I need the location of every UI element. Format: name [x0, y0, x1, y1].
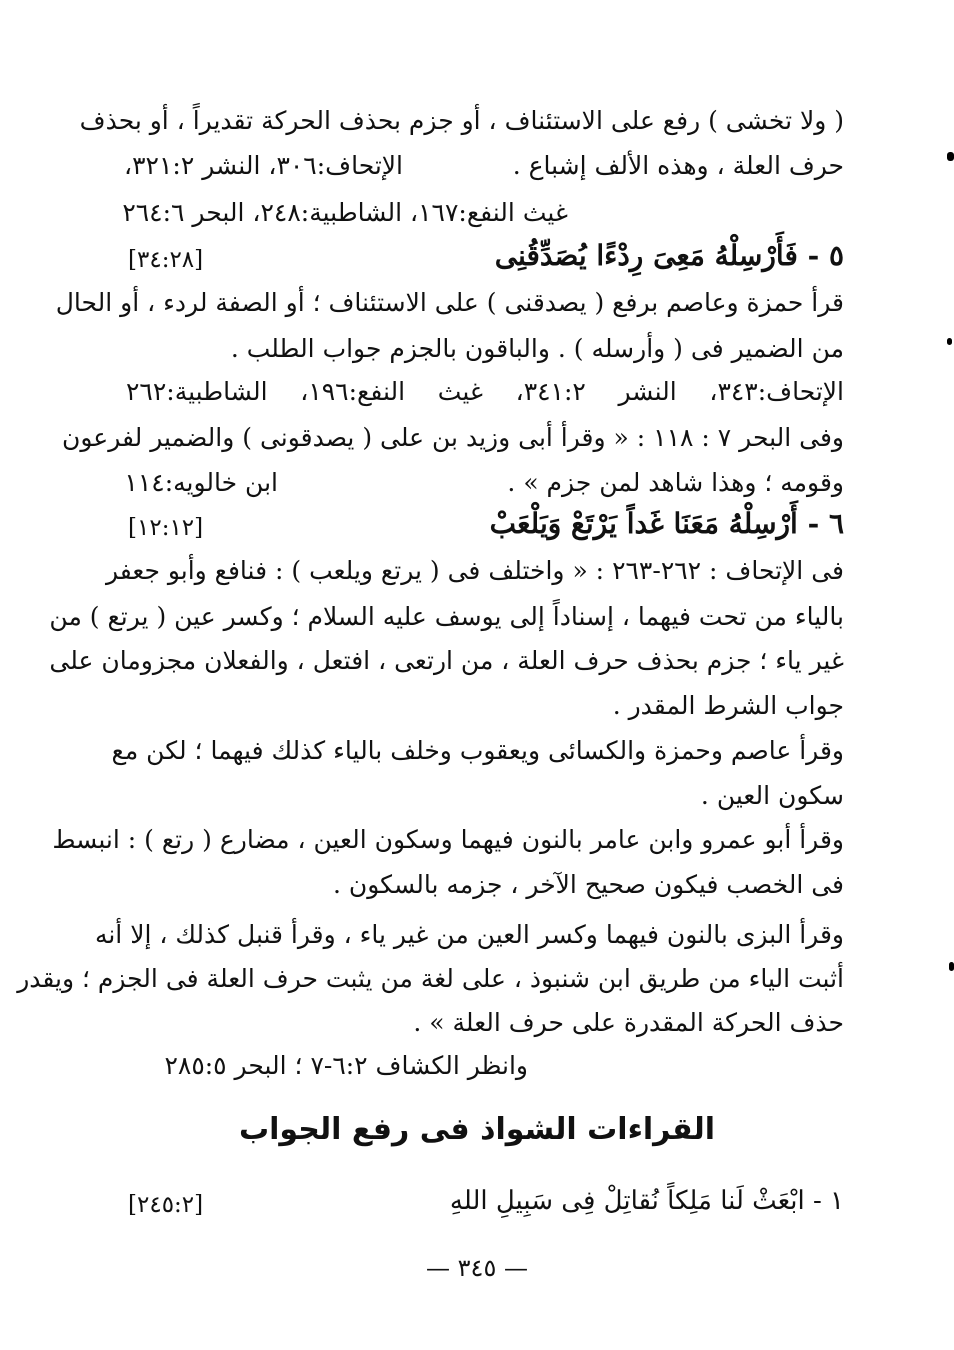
- reference: الإتحاف:٣٤٣، النشر ٣٤١:٢، غيث النفع:١٩٦، الشاطبية:٢٦٢: [126, 377, 844, 406]
- verse-reference: [٣٤:٢٨]: [128, 247, 204, 273]
- text-line: حرف العلة ، وهذه الألف إشباع .: [512, 151, 844, 180]
- text-line: من الضمير فى ( وأرسله ) . والباقون بالجزم جواب الطلب .: [230, 334, 844, 363]
- verse-6: ٦ - أَرْسِلْهُ مَعَنَا غَداً يَرْتَعْ وَيَلْعَبْ: [489, 507, 844, 540]
- reference: غيث النفع:١٦٧، الشاطبية:٢٤٨، البحر ٢٦٤:٦: [122, 198, 568, 227]
- text-line: جواب الشرط المقدر .: [612, 691, 844, 720]
- text-line: وقرأ البزى بالنون فيهما وكسر العين من غير ياء ، وقرأ قنبل كذلك ، إلا أنه: [94, 920, 844, 949]
- reference: ابن خالويه:١١٤: [124, 468, 278, 497]
- scan-mark: [949, 962, 954, 971]
- text-line: وقرأ عاصم وحمزة والكسائى ويعقوب وخلف بالياء كذلك فيهما ؛ لكن مع: [111, 736, 844, 765]
- text-line: بالياء من تحت فيهما ، إسناداً إلى يوسف عليه السلام ؛ وكسر عين ( يرتع ) من: [49, 602, 844, 631]
- section-heading: القراءات الشواذ فى رفع الجواب: [238, 1112, 715, 1147]
- reference: الإتحاف:٣٠٦، النشر ٣٢١:٢،: [124, 151, 403, 180]
- text-line: ( ولا تخشى ) رفع على الاستئناف ، أو جزم بحذف الحركة تقديراً ، أو بحذف: [79, 106, 844, 135]
- text-line: وقرأ أبو عمرو وابن عامر بالنون فيهما وسكون العين ، مضارع ( رتع ) : انبسط: [52, 825, 844, 854]
- text-line: فى الخصب فيكون صحيح الآخر ، جزمه بالسكون .: [333, 870, 844, 899]
- verse-5: ٥ - فَأَرْسِلْهُ مَعِىَ رِدْءًا يُصَدِّقُنِى: [494, 239, 844, 272]
- text-line: سكون العين .: [700, 781, 844, 810]
- page-number: — ٣٤٥ —: [426, 1254, 528, 1282]
- verse-1: ١ - ابْعَثْ لَنا مَلِكاً نُقاتِلْ فِى سَبِيلِ اللهِ: [449, 1186, 844, 1216]
- text-line: وفى البحر ٧ : ١١٨ : « وقرأ أبى وزيد بن على ( يصدقونى ) والضمير لفرعون: [62, 423, 844, 452]
- verse-reference: [٢٤٥:٢]: [128, 1192, 204, 1218]
- text-line: غير ياء ؛ جزم بحذف حرف العلة ، من ارتعى ، افتعل ، والفعلان مجزومان على: [49, 646, 844, 675]
- text-line: فى الإتحاف : ٢٦٢-٢٦٣ : « واختلف فى ( يرتع ويلعب ) : فنافع وأبو جعفر: [105, 556, 844, 585]
- text-line: وقومه ؛ وهذا شاهد لمن جزم » .: [507, 468, 844, 497]
- scan-mark: [947, 338, 952, 345]
- scan-mark: [947, 152, 954, 161]
- text-line: حذف الحركة المقدرة على حرف العلة » .: [413, 1008, 844, 1037]
- verse-reference: [١٢:١٢]: [128, 515, 204, 541]
- text-line: قرأ حمزة وعاصم برفع ( يصدقنى ) على الاستئناف ؛ أو الصفة لردء ، أو الحال: [55, 288, 844, 317]
- text-line: أثبت الياء من طريق ابن شنبوذ ، على لغة من يثبت حرف العلة فى الجزم ؛ ويقدر: [17, 964, 844, 993]
- reference: وانظر الكشاف ٦:٢-٧ ؛ البحر ٢٨٥:٥: [164, 1051, 528, 1080]
